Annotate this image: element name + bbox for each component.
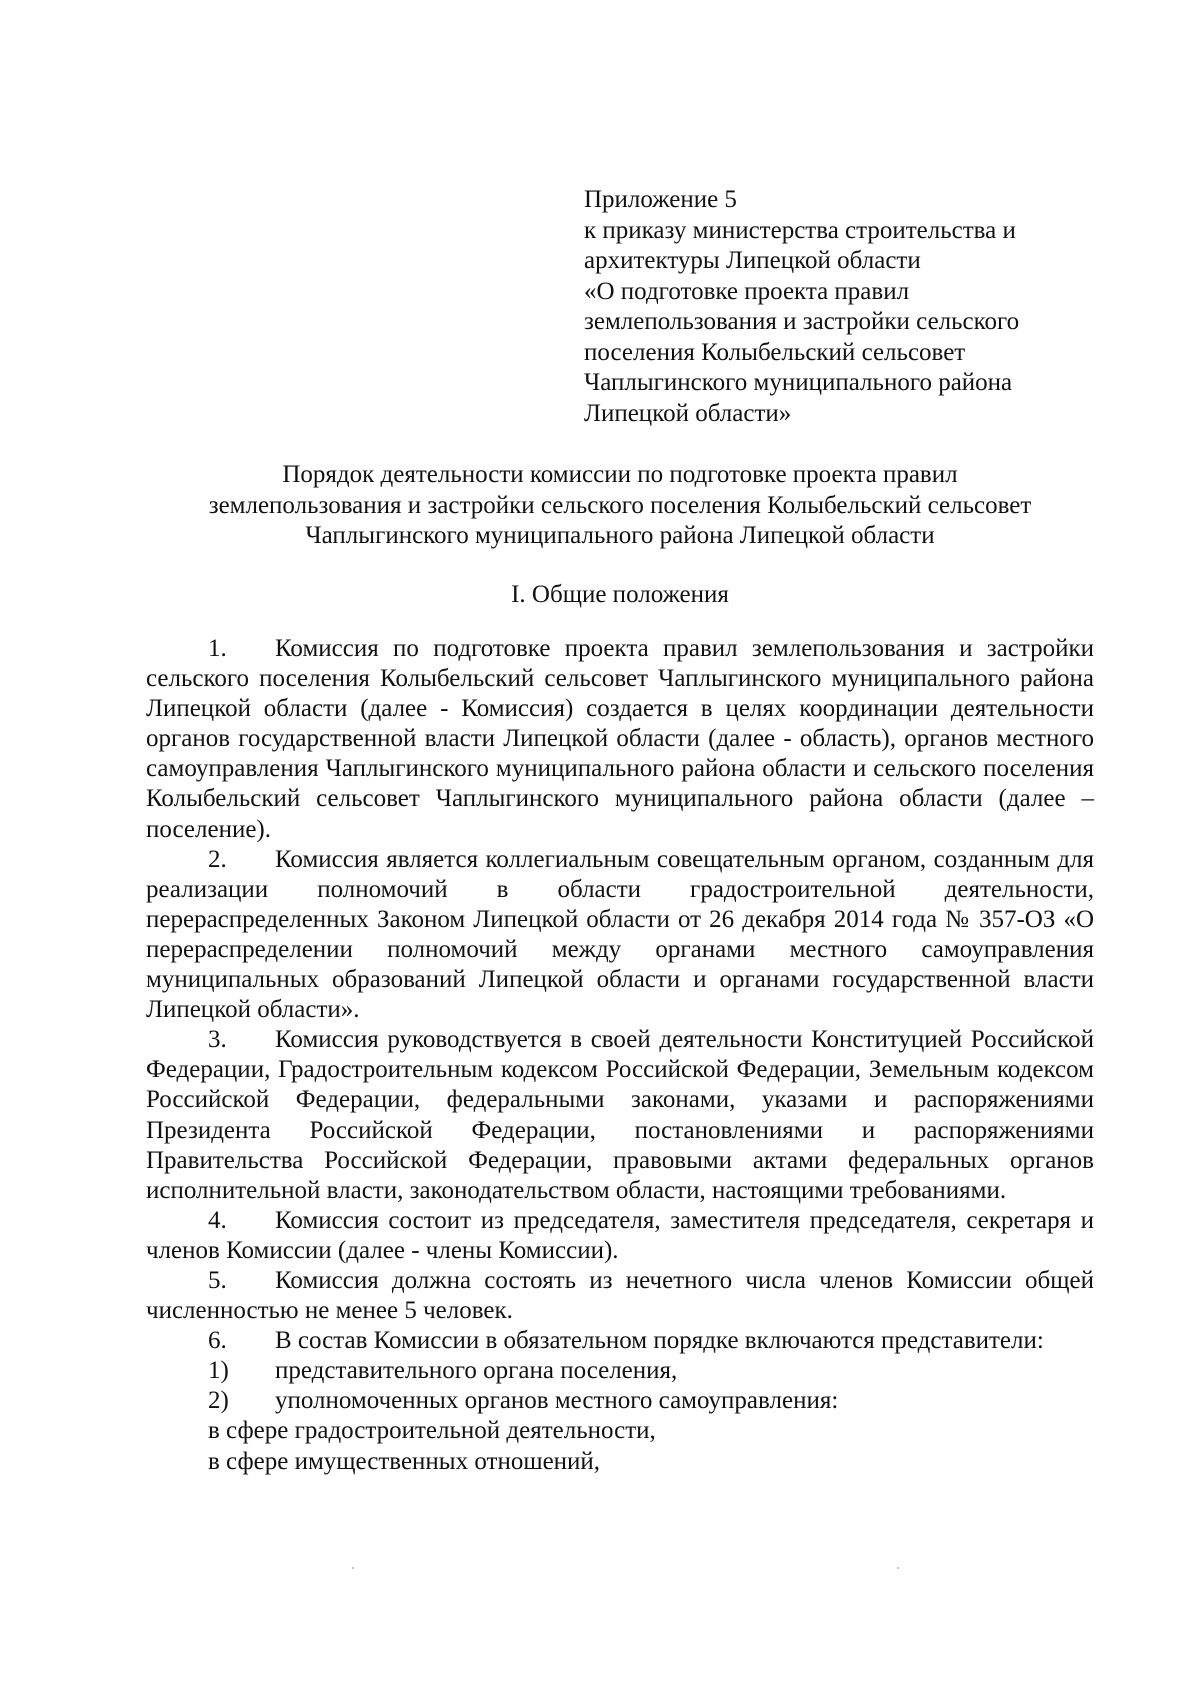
subitem-1 <box>146 1356 1094 1386</box>
paragraph-number: 4. <box>208 1206 227 1234</box>
paragraph-1 <box>146 634 1094 845</box>
paragraph-3 <box>146 1025 1094 1206</box>
appendix-line: архитектуры Липецкой области <box>584 247 921 274</box>
paragraph-5 <box>146 1266 1094 1326</box>
appendix-line: землепользования и застройки сельского <box>584 308 1020 335</box>
title-line: Порядок деятельности комиссии по подготовке проекта правил <box>282 461 958 488</box>
plain-line: в сфере градостроительной деятельности, <box>208 1417 656 1445</box>
subitem-2 <box>146 1386 1094 1416</box>
appendix-line: к приказу министерства строительства и <box>584 216 1016 244</box>
appendix-block <box>584 185 1054 429</box>
paragraph-number: 6. <box>208 1327 227 1355</box>
plain-line: в сфере имущественных отношений, <box>208 1447 601 1475</box>
paragraph-number: 5. <box>208 1266 227 1294</box>
subitem-text: представительного органа поселения, <box>275 1357 678 1385</box>
appendix-line: Липецкой области» <box>584 399 792 427</box>
document-body <box>146 634 1094 1477</box>
appendix-line: «О подготовке проекта правил <box>584 277 910 305</box>
paragraph-6 <box>146 1326 1094 1356</box>
paragraph-number: 3. <box>208 1026 227 1054</box>
paragraph-text: Комиссия должна состоять из нечетного числа членов Комиссии общей численностью не менее 5 человек. <box>146 1266 1094 1325</box>
section-heading: I. Общие положения <box>511 581 729 608</box>
paragraph-text: Комиссия руководствуется в своей деятельности Конституцией Российской Федерации, Градостроительным кодексом Российской Федерации, Земельным кодексом Российской Федерации, федеральными законами, указами и распоряжениями Президента Российской Федерации, постановлениями и распоряжениями Правительства Российской Федерации, правовыми актами федеральных органов исполнительной власти, законодательством области, настоящими требованиями. <box>146 1026 1094 1204</box>
subitem-number: 2) <box>208 1387 229 1415</box>
paragraph-text: Комиссия является коллегиальным совещательным органом, созданным для реализации полномочий в области градостроительной деятельности, перераспределенных Законом Липецкой области от 26 декабря 2014 года № 357-ОЗ «О перераспределении полномочий между органами местного самоуправления муниципальных образований Липецкой области и органами государственной власти Липецкой области». <box>146 845 1094 1024</box>
scan-speck <box>897 1567 899 1569</box>
subitem-number: 1) <box>208 1357 229 1385</box>
paragraph-text: Комиссия по подготовке проекта правил землепользования и застройки сельского поселения Колыбельский сельсовет Чаплыгинского муниципального района Липецкой области (далее - Комиссия) создается в целях координации деятельности органов государственной власти Липецкой области (далее - область), органов местного самоуправления Чаплыгинского муниципального района области и сельского поселения Колыбельский сельсовет Чаплыгинского муниципального района области (далее – поселение). <box>146 635 1094 843</box>
title-line: землепользования и застройки сельского поселения Колыбельский сельсовет <box>208 491 1032 519</box>
paragraph-number: 2. <box>208 845 227 873</box>
appendix-line: поселения Колыбельский сельсовет <box>584 338 966 366</box>
paragraph-4 <box>146 1206 1094 1266</box>
paragraph-number: 1. <box>208 635 227 662</box>
title-line: Чаплыгинского муниципального района Липецкой области <box>305 522 935 549</box>
paragraph-text: В состав Комиссии в обязательном порядке включаются представители: <box>275 1327 1044 1355</box>
appendix-line: Чаплыгинского муниципального района <box>584 369 1013 396</box>
subitem-text: уполномоченных органов местного самоуправления: <box>275 1387 839 1415</box>
scan-speck <box>352 1567 354 1569</box>
appendix-line: Приложение 5 <box>584 186 737 213</box>
paragraph-text: Комиссия состоит из председателя, заместителя председателя, секретаря и членов Комиссии (далее - члены Комиссии). <box>146 1206 1094 1264</box>
document-title <box>140 460 1100 552</box>
paragraph-2 <box>146 845 1094 1026</box>
